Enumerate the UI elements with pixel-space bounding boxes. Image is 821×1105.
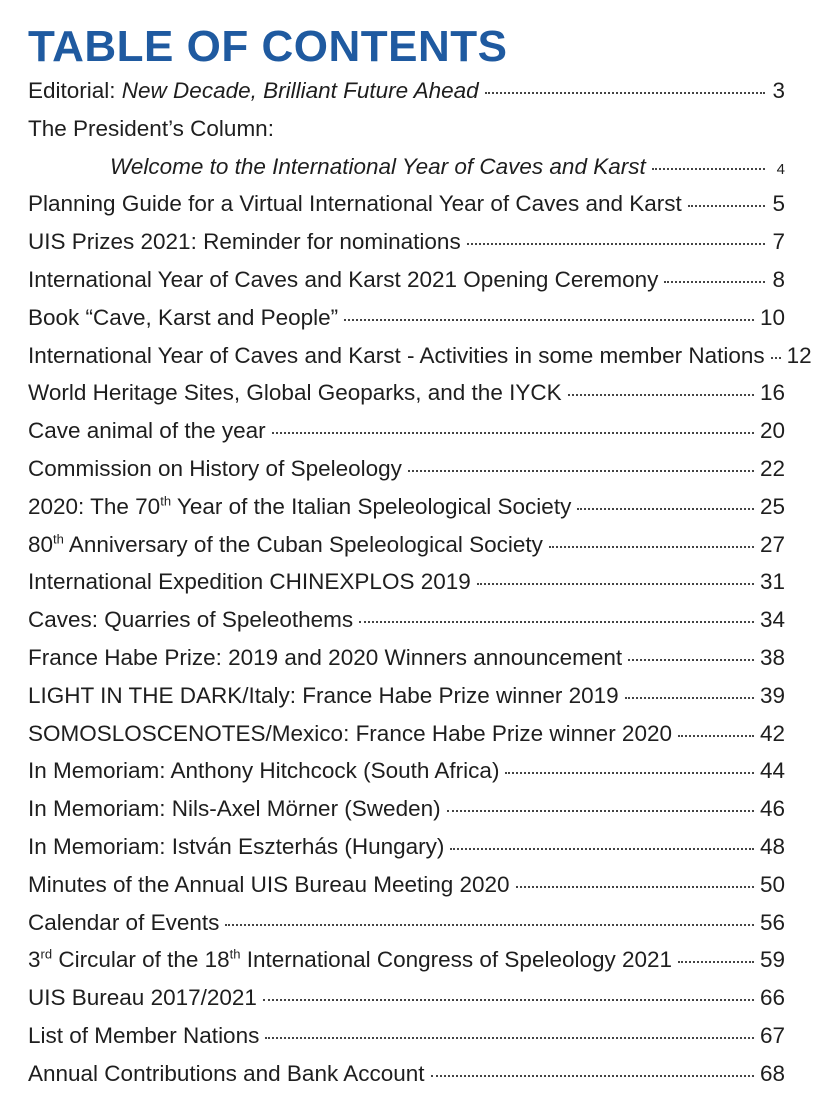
entry-title: UIS Bureau 2017/2021 xyxy=(28,985,257,1011)
dot-leader xyxy=(516,886,754,888)
entry-page: 39 xyxy=(759,682,785,708)
entry-page: 25 xyxy=(759,493,785,519)
entry-page: 48 xyxy=(759,833,785,859)
entry-title: International Year of Caves and Karst 2021 Opening Ceremony xyxy=(28,266,659,292)
entry-page: 22 xyxy=(759,455,785,481)
entry-title: 3rd Circular of the 18th International Congress of Speleology 2021 xyxy=(28,946,673,973)
dot-leader xyxy=(771,357,781,359)
dot-leader xyxy=(688,205,765,207)
toc-entry[interactable] xyxy=(28,76,785,114)
entry-title: Welcome to the International Year of Caves and Karst xyxy=(110,153,646,179)
toc-entry[interactable] xyxy=(28,1021,785,1059)
dot-leader xyxy=(408,470,754,472)
entry-page: 27 xyxy=(759,531,785,557)
entry-page: 31 xyxy=(759,569,785,595)
toc-entry[interactable] xyxy=(28,189,785,227)
dot-leader xyxy=(485,92,765,94)
toc-entry[interactable] xyxy=(28,605,785,643)
dot-leader xyxy=(678,961,754,963)
dot-leader xyxy=(467,243,765,245)
dot-leader xyxy=(664,281,765,283)
entry-page: 67 xyxy=(759,1022,785,1048)
dot-leader xyxy=(263,999,754,1001)
dot-leader xyxy=(678,735,754,737)
entry-page: 59 xyxy=(759,947,785,973)
toc-entry[interactable] xyxy=(28,341,812,379)
entry-page: 20 xyxy=(759,418,785,444)
dot-leader xyxy=(549,546,754,548)
toc-entry[interactable] xyxy=(28,378,785,416)
toc-entry[interactable] xyxy=(28,643,785,681)
entry-title: The President’s Column: xyxy=(28,115,274,141)
toc-entry[interactable] xyxy=(28,227,785,265)
toc-entry[interactable] xyxy=(28,756,785,794)
entry-title: UIS Prizes 2021: Reminder for nominations xyxy=(28,229,461,255)
entry-page: 12 xyxy=(786,342,812,368)
entry-page: 3 xyxy=(772,78,785,103)
entry-title: World Heritage Sites, Global Geoparks, and the IYCK xyxy=(28,380,562,406)
entry-page: 68 xyxy=(759,1060,785,1086)
entry-title: Annual Contributions and Bank Account xyxy=(28,1060,425,1086)
entry-title: France Habe Prize: 2019 and 2020 Winners announcement xyxy=(28,644,623,670)
toc-entry[interactable] xyxy=(28,454,785,492)
toc-list xyxy=(28,76,812,1097)
entry-title: Editorial: New Decade, Brilliant Future Ahead xyxy=(28,78,479,103)
entry-page: 7 xyxy=(772,229,785,255)
entry-title: Commission on History of Speleology xyxy=(28,455,402,481)
dot-leader xyxy=(577,508,754,510)
entry-page: 4 xyxy=(776,160,785,178)
dot-leader xyxy=(431,1075,754,1077)
toc-entry[interactable] xyxy=(28,870,785,908)
entry-page: 56 xyxy=(759,909,785,935)
entry-page: 16 xyxy=(759,380,785,406)
dot-leader xyxy=(450,848,754,850)
entry-page: 50 xyxy=(759,871,785,897)
entry-title: Calendar of Events xyxy=(28,909,220,935)
toc-entry[interactable] xyxy=(28,530,785,568)
dot-leader xyxy=(344,319,754,321)
entry-page: 34 xyxy=(759,607,785,633)
entry-page: 66 xyxy=(759,985,785,1011)
toc-entry[interactable] xyxy=(28,1059,785,1097)
entry-title: Minutes of the Annual UIS Bureau Meeting 2020 xyxy=(28,871,510,897)
entry-page: 5 xyxy=(772,191,785,217)
entry-title: Cave animal of the year xyxy=(28,418,266,444)
dot-leader xyxy=(477,583,754,585)
toc-entry[interactable] xyxy=(28,303,785,341)
toc-entry[interactable] xyxy=(28,152,785,190)
entry-title: List of Member Nations xyxy=(28,1022,260,1048)
entry-page: 46 xyxy=(759,796,785,822)
entry-title: Book “Cave, Karst and People” xyxy=(28,304,339,330)
dot-leader xyxy=(265,1037,754,1039)
toc-entry[interactable] xyxy=(28,265,785,303)
entry-page: 10 xyxy=(759,304,785,330)
toc-entry[interactable] xyxy=(28,567,785,605)
entry-title: 80th Anniversary of the Cuban Speleological Society xyxy=(28,531,543,557)
dot-leader xyxy=(447,810,754,812)
dot-leader xyxy=(225,924,754,926)
entry-page: 38 xyxy=(759,644,785,670)
toc-entry[interactable] xyxy=(28,416,785,454)
dot-leader xyxy=(505,772,754,774)
toc-entry[interactable] xyxy=(28,719,785,757)
entry-page: 44 xyxy=(759,758,785,784)
dot-leader xyxy=(628,659,754,661)
toc-entry[interactable] xyxy=(28,908,785,946)
toc-entry xyxy=(28,114,785,152)
dot-leader xyxy=(652,168,765,170)
entry-title: LIGHT IN THE DARK/Italy: France Habe Prize winner 2019 xyxy=(28,682,619,708)
entry-title: Caves: Quarries of Speleothems xyxy=(28,607,354,633)
entry-title: International Year of Caves and Karst - Activities in some member Nations xyxy=(28,342,765,368)
toc-entry[interactable] xyxy=(28,681,785,719)
entry-title: Planning Guide for a Virtual International Year of Caves and Karst xyxy=(28,191,682,217)
toc-entry[interactable] xyxy=(28,832,785,870)
page-title: TABLE OF CONTENTS xyxy=(28,22,508,71)
entry-page: 8 xyxy=(772,266,785,292)
toc-entry[interactable] xyxy=(28,492,785,530)
entry-title: In Memoriam: István Eszterhás (Hungary) xyxy=(28,833,445,859)
entry-page: 42 xyxy=(759,720,785,746)
dot-leader xyxy=(568,394,754,396)
dot-leader xyxy=(625,697,754,699)
entry-title: 2020: The 70th Year of the Italian Speleological Society xyxy=(28,493,572,519)
dot-leader xyxy=(359,621,754,623)
entry-title: In Memoriam: Nils-Axel Mörner (Sweden) xyxy=(28,796,441,822)
dot-leader xyxy=(272,432,754,434)
toc-entry[interactable] xyxy=(28,945,785,983)
entry-title: International Expedition CHINEXPLOS 2019 xyxy=(28,569,471,595)
toc-entry[interactable] xyxy=(28,794,785,832)
entry-title: In Memoriam: Anthony Hitchcock (South Africa) xyxy=(28,758,500,784)
entry-title: SOMOSLOSCENOTES/Mexico: France Habe Prize winner 2020 xyxy=(28,720,672,746)
toc-entry[interactable] xyxy=(28,983,785,1021)
